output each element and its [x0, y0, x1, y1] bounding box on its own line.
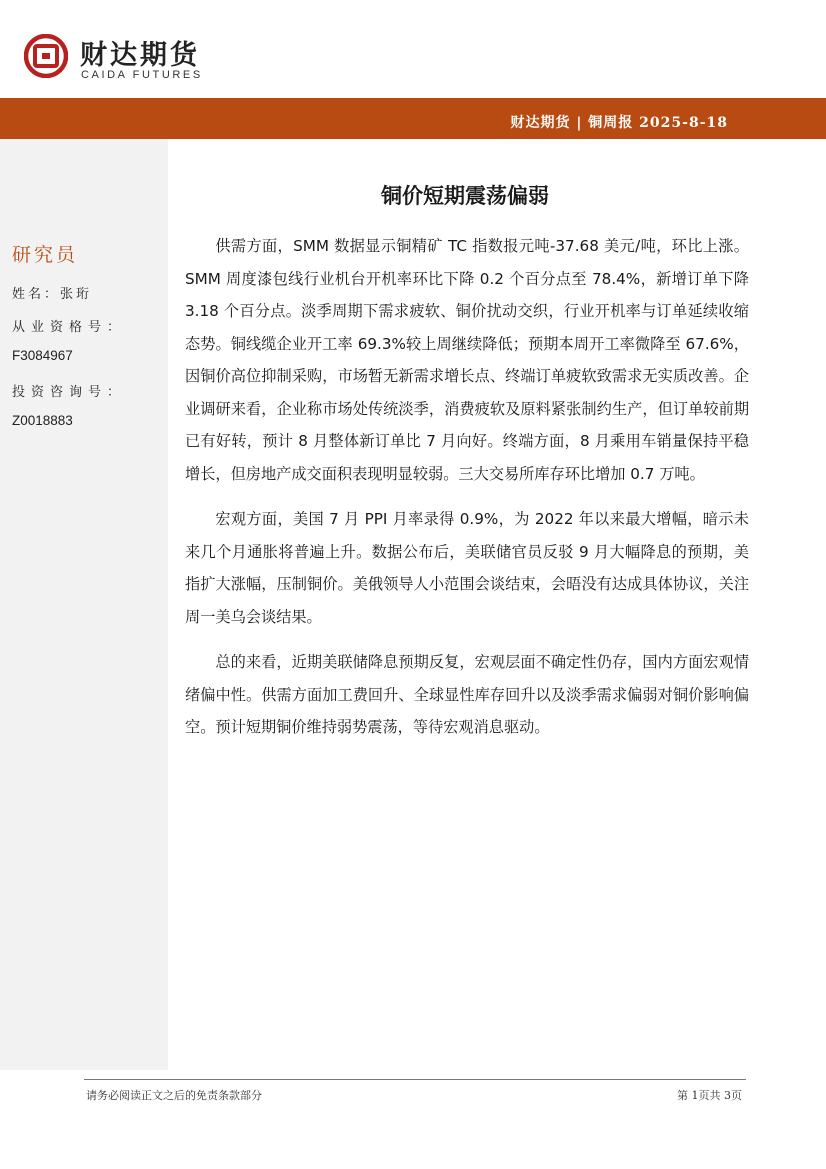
brand-name-en: CAIDA FUTURES: [81, 69, 203, 81]
footer-divider: [84, 1079, 746, 1080]
paragraph-summary: 总的来看，近期美联储降息预期反复，宏观层面不确定性仍存，国内方面宏观情绪偏中性。供需方面加工费回升、全球显性库存回升以及淡季需求偏弱对铜价影响偏空。预计短期铜价维持弱势震荡，等待宏观消息驱动。: [185, 653, 749, 736]
researcher-heading: 研究员: [12, 244, 79, 266]
disclaimer-note: 请务必阅读正文之后的免责条款部分: [86, 1089, 262, 1102]
consult-number: Z0018883: [12, 413, 73, 428]
researcher-sidebar: [0, 139, 168, 1070]
brand-name-cn: 财达期货: [80, 40, 200, 71]
qualification-number: F3084967: [12, 348, 73, 363]
researcher-name: 姓名：张珩: [12, 287, 93, 302]
caida-logo-icon: [24, 34, 68, 78]
qualification-label: 从业资格号：: [12, 320, 127, 335]
paragraph-supply-demand: 供需方面，SMM 数据显示铜精矿 TC 指数报元吨-37.68 美元/吨，环比上涨。SMM 周度漆包线行业机台开机率环比下降 0.2 个百分点至 78.4%，新增订单下降 3.18 个百分点。淡季周期下需求疲软、铜价扰动交织，行业开机率与订单延续收缩态势。铜线缆企业开工率 69.3%较上周继续降低；预期本周开工率微降至 67.6%，因铜价高位抑制采购，市场暂无新需求增长点、终端订单疲软致需求无实质改善。企业调研来看，企业称市场处传统淡季，消费疲软及原料紧张制约生产，但订单较前期已有好转，预计 8 月整体新订单比 7 月向好。终端方面，8 月乘用车销量保持平稳增长，但房地产成交面积表现明显较弱。三大交易所库存环比增加 0.7 万吨。: [185, 237, 749, 483]
consult-label: 投资咨询号：: [12, 385, 127, 400]
page-number: 第 1页共 3页: [677, 1089, 742, 1102]
article-body: [185, 230, 749, 757]
report-title: 财达期货 | 铜周报 2025-8-18: [510, 115, 728, 131]
article-title: 铜价短期震荡偏弱: [381, 184, 549, 208]
paragraph-macro: 宏观方面，美国 7 月 PPI 月率录得 0.9%，为 2022 年以来最大增幅，暗示未来几个月通胀将普遍上升。数据公布后，美联储官员反驳 9 月大幅降息的预期，美指扩大涨幅，压制铜价。美俄领导人小范围会谈结束，会晤没有达成具体协议，关注周一美乌会谈结果。: [185, 510, 749, 626]
